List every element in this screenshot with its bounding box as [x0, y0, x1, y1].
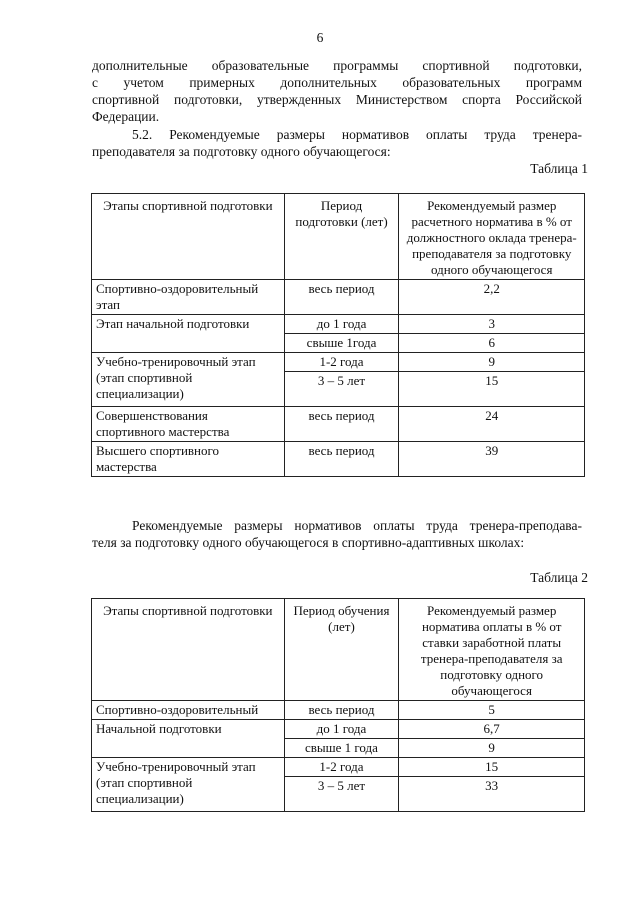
table2-header-row	[92, 599, 585, 701]
table2-header-period: Период обучения (лет)	[284, 599, 399, 701]
paragraph-line: Рекомендуемые размеры нормативов оплаты труда тренера-преподава-	[132, 518, 582, 533]
value-cell: 39	[399, 442, 585, 477]
value-cell: 15	[399, 758, 585, 777]
paragraph-adaptive-schools	[92, 517, 582, 551]
stage-cell: Спортивно-оздоровительный этап	[92, 280, 285, 315]
paragraph-line: дополнительные образовательные программы спортивной подготовки,	[92, 58, 582, 73]
value-cell: 9	[399, 353, 585, 372]
table1-header-period: Период подготовки (лет)	[284, 194, 399, 280]
value-cell: 15	[399, 372, 585, 407]
paragraph-line: теля за подготовку одного обучающегося в спортивно-адаптивных школах:	[92, 535, 525, 550]
value-cell: 6,7	[399, 720, 585, 739]
period-cell: свыше 1года	[284, 334, 399, 353]
period-cell: весь период	[284, 442, 399, 477]
paragraph-line: спортивной подготовки, утвержденных Министерством спорта Российской	[92, 92, 582, 107]
table-row	[92, 407, 585, 442]
value-cell: 33	[399, 777, 585, 812]
paragraph-section-5-2	[92, 126, 582, 160]
value-cell: 24	[399, 407, 585, 442]
stage-cell: Высшего спортивного мастерства	[92, 442, 285, 477]
paragraph-line: с учетом примерных дополнительных образовательных программ	[92, 75, 582, 90]
table-row	[92, 280, 585, 315]
period-cell: весь период	[284, 407, 399, 442]
period-cell: весь период	[284, 701, 399, 720]
period-cell: 3 – 5 лет	[284, 777, 399, 812]
value-cell: 3	[399, 315, 585, 334]
table2-header-value: Рекомендуемый размер норматива оплаты в % от ставки заработной платы тренера-преподавателя за подготовку одного обучающегося	[399, 599, 585, 701]
value-cell: 6	[399, 334, 585, 353]
period-cell: 3 – 5 лет	[284, 372, 399, 407]
table2-header-stage: Этапы спортивной подготовки	[92, 599, 285, 701]
table2	[91, 598, 585, 812]
table-row	[92, 442, 585, 477]
stage-cell: Учебно-тренировочный этап (этап спортивной специализации)	[92, 353, 285, 407]
table1-header-value: Рекомендуемый размер расчетного норматива в % от должностного оклада тренера-преподавателя за подготовку одного обучающегося	[399, 194, 585, 280]
table-row	[92, 701, 585, 720]
stage-cell: Этап начальной подготовки	[92, 315, 285, 353]
table2-caption: Таблица 2	[530, 570, 588, 585]
stage-cell: Спортивно-оздоровительный	[92, 701, 285, 720]
period-cell: 1-2 года	[284, 353, 399, 372]
table-row	[92, 353, 585, 372]
page-number: 6	[316, 30, 324, 45]
period-cell: до 1 года	[284, 720, 399, 739]
table-row	[92, 758, 585, 777]
table-row	[92, 720, 585, 739]
paragraph-line: 5.2. Рекомендуемые размеры нормативов оплаты труда тренера-	[132, 127, 582, 142]
stage-cell: Учебно-тренировочный этап (этап спортивной специализации)	[92, 758, 285, 812]
period-cell: до 1 года	[284, 315, 399, 334]
value-cell: 9	[399, 739, 585, 758]
table1-header-row	[92, 194, 585, 280]
period-cell: свыше 1 года	[284, 739, 399, 758]
value-cell: 5	[399, 701, 585, 720]
table1	[91, 193, 585, 477]
stage-cell: Начальной подготовки	[92, 720, 285, 758]
table1-header-stage: Этапы спортивной подготовки	[92, 194, 285, 280]
period-cell: весь период	[284, 280, 399, 315]
table1-caption: Таблица 1	[530, 161, 588, 176]
value-cell: 2,2	[399, 280, 585, 315]
stage-cell: Совершенствования спортивного мастерства	[92, 407, 285, 442]
period-cell: 1-2 года	[284, 758, 399, 777]
paragraph-line: Федерации.	[92, 109, 160, 124]
paragraph-programs	[92, 57, 582, 125]
paragraph-line: преподавателя за подготовку одного обучающегося:	[92, 144, 391, 159]
table-row	[92, 315, 585, 334]
